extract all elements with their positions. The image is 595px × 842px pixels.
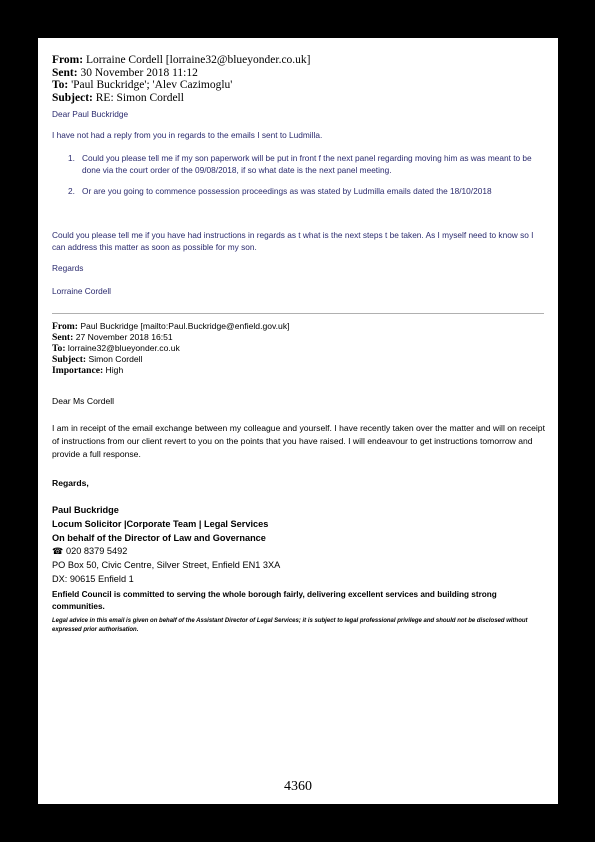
sig-address: PO Box 50, Civic Centre, Silver Street, Enfield EN1 3XA [52, 560, 281, 571]
email2-subject-value: Simon Cordell [88, 354, 143, 364]
email2-to: To: lorraine32@blueyonder.co.uk [52, 343, 180, 354]
list-item: 2. Or are you going to commence possession proceedings as was stated by Ludmilla emails dated the 18/10/2018 [68, 186, 492, 196]
email2-header [52, 321, 290, 376]
email2-to-value: lorraine32@blueyonder.co.uk [67, 343, 180, 353]
phone-icon: ☎ [52, 546, 64, 557]
email2-importance: Importance: High [52, 365, 124, 376]
email2-greeting: Dear Ms Cordell [52, 396, 115, 406]
email2-subject: Subject: Simon Cordell [52, 354, 143, 365]
email-separator [52, 313, 544, 314]
email2-body: I am in receipt of the email exchange between my colleague and yourself. I have recently taken over the matter and will on receipt of instructions from our client revert to you on the points that you have raised. I will endeavour to get instructions tomorrow and provide a full response. [52, 423, 545, 459]
legal-disclaimer: Legal advice in this email is given on behalf of the Assistant Director of Legal Services; it is subject to legal professional privilege and should not be disclosed without expressed prior authorisation. [52, 618, 528, 633]
sig-dx: DX: 90615 Enfield 1 [52, 573, 134, 584]
list-item: 1. Could you please tell me if my son paperwork will be put in front f the next panel regarding moving him as was meant to be done via the court order of the 09/08/2018, if so what date is the next panel meeting. [68, 153, 532, 175]
email1-para1: I have not had a reply from you in regards to the emails I sent to Ludmilla. [52, 130, 323, 140]
sig-title: Locum Solicitor |Corporate Team | Legal Services [52, 518, 269, 529]
document-page [38, 38, 558, 804]
email1-signature: Lorraine Cordell [52, 286, 112, 296]
email1-para2: Could you please tell me if you have had instructions in regards as t what is the next steps t be taken. As I myself need to know so I can address this matter as soon as possible for my son. [52, 230, 534, 252]
email1-from-value: Lorraine Cordell [lorraine32@blueyonder.co.uk] [85, 54, 311, 66]
email1-header [52, 54, 311, 104]
email1-regards: Regards [52, 263, 84, 273]
email1-greeting: Dear Paul Buckridge [52, 109, 129, 119]
email2-regards: Regards, [52, 478, 89, 488]
sig-behalf: On behalf of the Director of Law and Governance [52, 532, 266, 543]
email1-sent: Sent: 30 November 2018 11:12 [52, 66, 198, 79]
sig-name: Paul Buckridge [52, 505, 119, 515]
email2-from-value: Paul Buckridge [mailto:Paul.Buckridge@enfield.gov.uk] [80, 321, 290, 331]
email2-signature-block [52, 504, 280, 587]
council-commitment: Enfield Council is committed to serving the whole borough fairly, delivering excellent services and building strong communities. [52, 590, 497, 611]
email1-question-list [52, 152, 546, 206]
email1-to-value: 'Paul Buckridge'; 'Alev Cazimoglu' [71, 79, 233, 91]
page-number: 4360 [284, 779, 312, 794]
email1-to: To: 'Paul Buckridge'; 'Alev Cazimoglu' [52, 79, 233, 91]
email1-from: From: Lorraine Cordell [lorraine32@blueyonder.co.uk] [52, 54, 311, 66]
email1-sent-value: 30 November 2018 11:12 [80, 66, 198, 79]
sig-phone: ☎ 020 8379 5492 [52, 546, 128, 557]
email2-sent: Sent: 27 November 2018 16:51 [52, 332, 173, 343]
email1-subject-value: RE: Simon Cordell [95, 91, 184, 104]
email1-subject: Subject: RE: Simon Cordell [52, 91, 184, 104]
email2-importance-value: High [105, 365, 124, 375]
email2-from: From: Paul Buckridge [mailto:Paul.Buckridge@enfield.gov.uk] [52, 321, 290, 332]
email2-sent-value: 27 November 2018 16:51 [75, 332, 173, 342]
